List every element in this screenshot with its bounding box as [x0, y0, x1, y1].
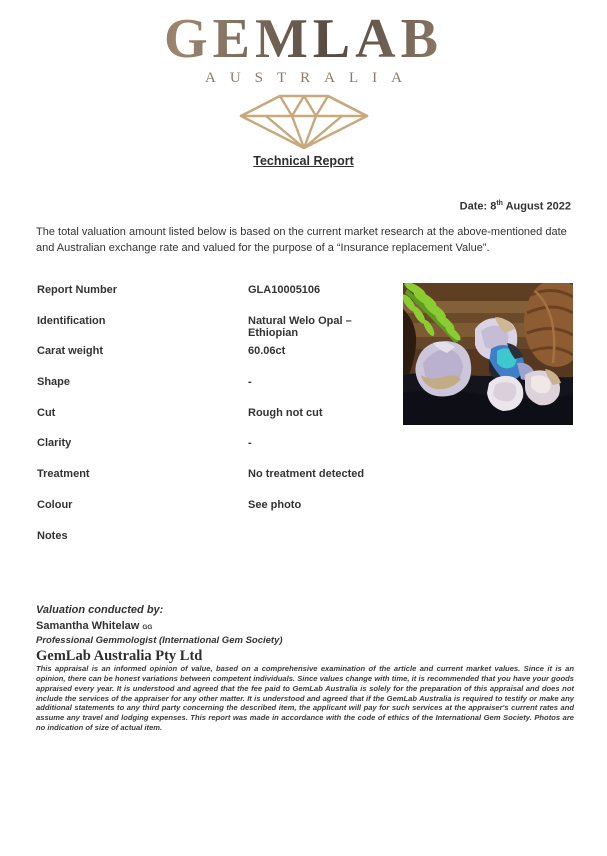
- field-row-notes: [37, 530, 397, 561]
- field-value: 60.06ct: [248, 345, 286, 358]
- field-label: Clarity: [37, 437, 72, 450]
- brand-wordmark: GEMLAB: [0, 10, 607, 69]
- field-value: -: [248, 376, 252, 389]
- field-row-shape: [37, 376, 397, 407]
- field-row-report-number: [37, 284, 397, 315]
- field-row-identification: [37, 315, 397, 346]
- signature-heading: Valuation conducted by:: [36, 604, 164, 616]
- field-row-carat-weight: [37, 345, 397, 376]
- report-date: Date: 8th August 2022: [459, 200, 571, 213]
- appraiser-name: Samantha Whitelaw GG: [36, 620, 153, 632]
- brand-subtitle: AUSTRALIA: [205, 70, 416, 86]
- field-label: Colour: [37, 498, 73, 511]
- field-row-clarity: [37, 437, 397, 468]
- appraiser-credential: GG: [142, 624, 153, 631]
- company-name: GemLab Australia Pty Ltd: [36, 648, 203, 664]
- diamond-logo-icon: [233, 92, 375, 150]
- field-row-treatment: [37, 468, 397, 499]
- report-fields: [37, 284, 397, 560]
- field-value: Natural Welo Opal – Ethiopian: [248, 314, 352, 339]
- signature-block: [36, 604, 283, 665]
- field-value: Rough not cut: [248, 406, 323, 419]
- field-label: Identification: [37, 314, 106, 327]
- field-label: Report Number: [37, 284, 118, 296]
- field-label: Cut: [37, 406, 56, 419]
- date-ordinal-suffix: th: [496, 200, 503, 207]
- report-title: Technical Report: [253, 154, 354, 168]
- field-label: Notes: [37, 529, 68, 542]
- field-value: See photo: [248, 498, 302, 511]
- field-label: Carat weight: [37, 345, 104, 358]
- disclaimer-text: This appraisal is an informed opinion of value, based on a comprehensive examination of the article and current market values. Since it is an opinion, there can be honest variations between competent individuals. Since values change with time, it is recommended that you have your goods appraised every year. It is understood and agreed that the fee paid to GemLab Australia is solely for the preparation of this appraisal and does not include the services of the appraiser for any other matter. It is understood and agreed that if the GemLab Australia is required to testify or make any additional statements to any third party concerning the described item, the applicant will pay for such services at the appraiser's current rates and assume any travel and lodging expenses. This report was made in accordance with the code of ethics of the International Gem Society. Photos are no indication of size of actual item.: [36, 664, 574, 733]
- field-label: Treatment: [37, 468, 90, 481]
- appraiser-role: Professional Gemmologist (International Gem Society): [36, 635, 283, 646]
- field-row-cut: [37, 407, 397, 438]
- field-value: No treatment detected: [248, 468, 365, 481]
- field-row-colour: [37, 499, 397, 530]
- gem-photo: [403, 283, 573, 425]
- field-value: -: [248, 437, 252, 450]
- intro-paragraph: The total valuation amount listed below is based on the current market research at the above-mentioned date and Australian exchange rate and valued for the purpose of a “Insurance replacement Value”.: [36, 226, 567, 254]
- field-label: Shape: [37, 376, 71, 389]
- field-value: GLA10005106: [248, 284, 321, 296]
